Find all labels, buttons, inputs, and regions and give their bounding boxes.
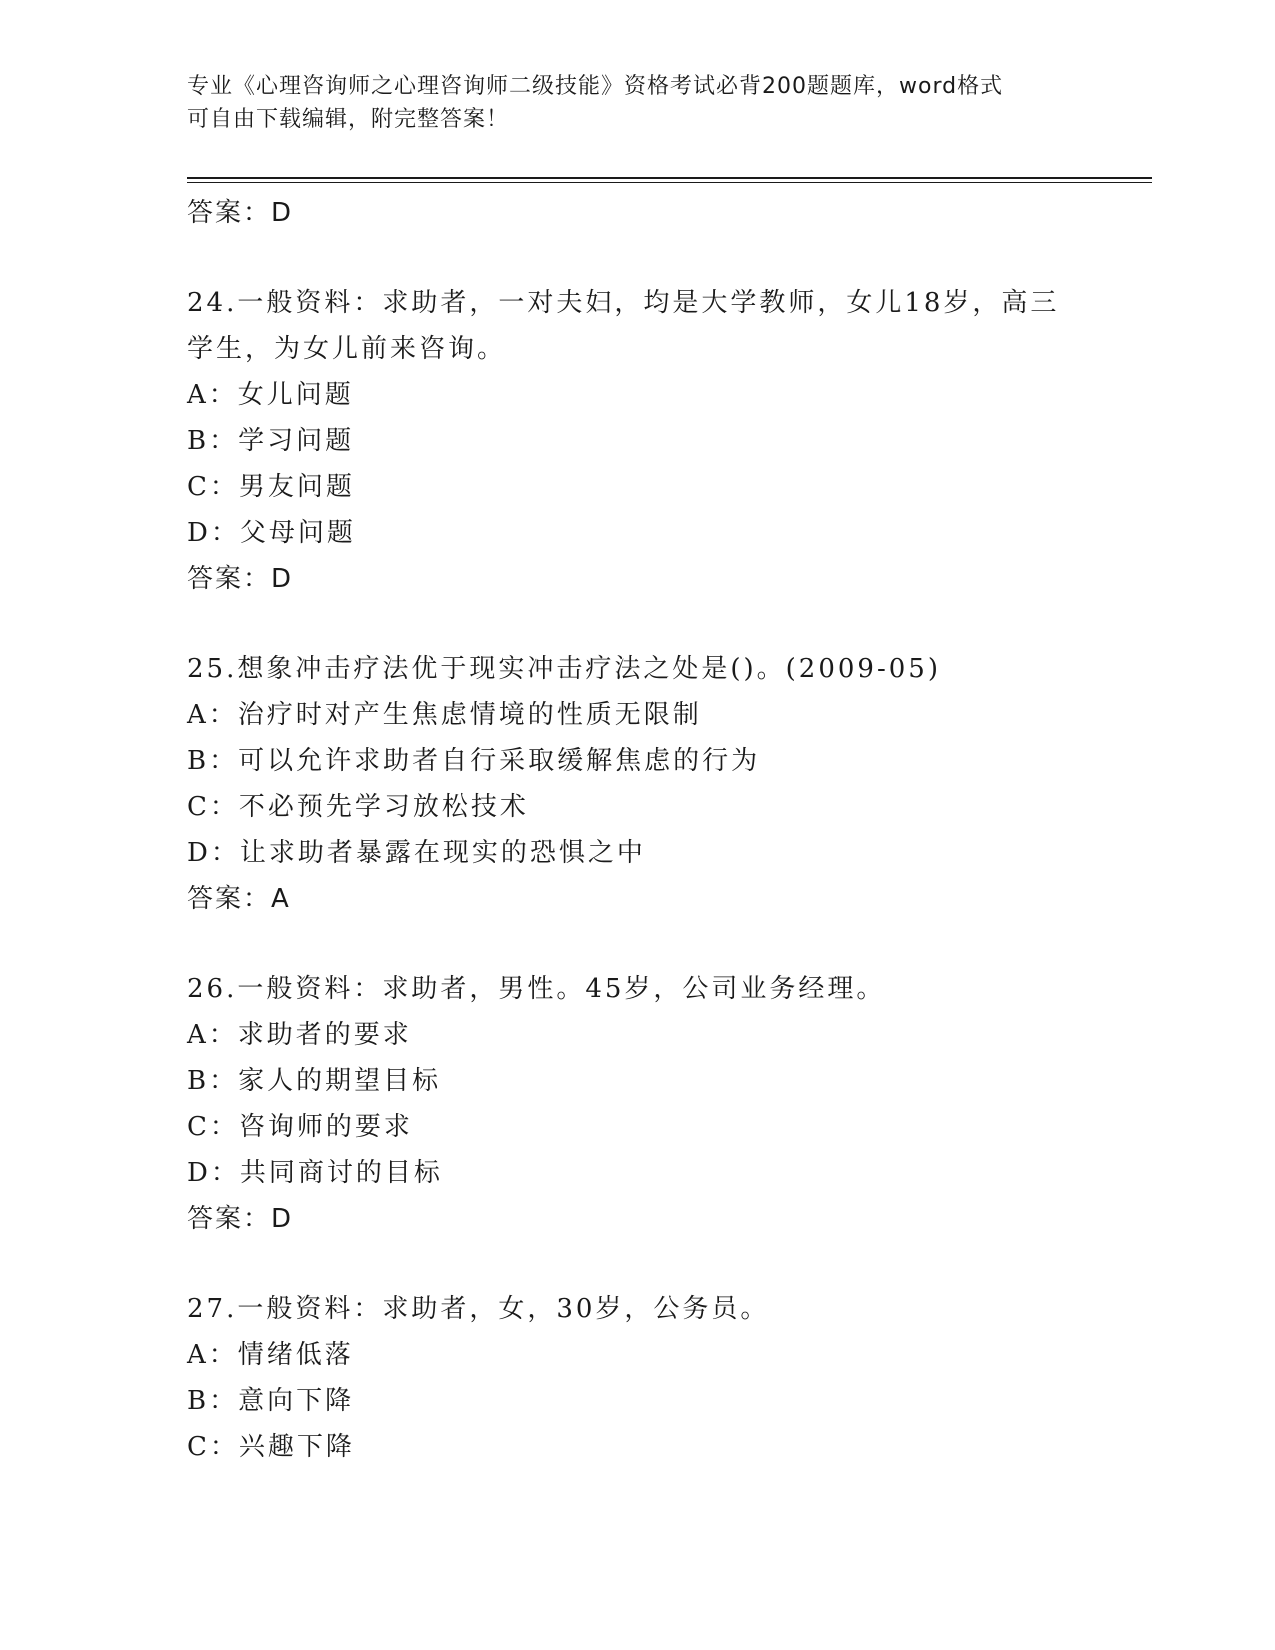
option-d: D：共同商讨的目标 (187, 1158, 443, 1188)
option-b: B：可以允许求助者自行采取缓解焦虑的行为 (187, 746, 761, 776)
option-d: D：父母问题 (187, 518, 356, 548)
answer-label: 答案：D (187, 1204, 294, 1234)
option-c: C：不必预先学习放松技术 (187, 792, 529, 822)
option-b: B：意向下降 (187, 1386, 355, 1416)
option-a: A：治疗时对产生焦虑情境的性质无限制 (187, 700, 702, 730)
spacer (187, 1242, 1152, 1286)
question-stem: 学生，为女儿前来咨询。 (187, 334, 507, 364)
question-stem: 24.一般资料：求助者，一对夫妇，均是大学教师，女儿18岁，高三 (187, 288, 1060, 318)
question-stem: 26.一般资料：求助者，男性。45岁，公司业务经理。 (187, 974, 886, 1004)
page-header (187, 70, 1067, 136)
header-rule-thin (187, 182, 1152, 183)
option-c: C：兴趣下降 (187, 1432, 355, 1462)
question-block (187, 646, 1152, 922)
question-stem: 27.一般资料：求助者，女，30岁，公务员。 (187, 1294, 770, 1324)
option-d: D：让求助者暴露在现实的恐惧之中 (187, 838, 646, 868)
question-block (187, 280, 1152, 602)
question-block (187, 1286, 1152, 1470)
header-rule-thick (187, 177, 1152, 179)
option-a: A：求助者的要求 (187, 1020, 412, 1050)
answer-label: 答案：D (187, 564, 294, 594)
option-b: B：家人的期望目标 (187, 1066, 442, 1096)
option-a: A：情绪低落 (187, 1340, 354, 1370)
answer-label: 答案：D (187, 198, 294, 228)
spacer (187, 602, 1152, 646)
option-b: B：学习问题 (187, 426, 355, 456)
question-stem: 25.想象冲击疗法优于现实冲击疗法之处是()。(2009-05) (187, 654, 941, 684)
document-body (187, 190, 1152, 1470)
question-block (187, 966, 1152, 1242)
option-c: C：咨询师的要求 (187, 1112, 413, 1142)
option-c: C：男友问题 (187, 472, 355, 502)
spacer (187, 922, 1152, 966)
header-line-1: 专业《心理咨询师之心理咨询师二级技能》资格考试必背200题题库，word格式 (187, 74, 1004, 99)
header-line-2: 可自由下载编辑，附完整答案！ (187, 107, 510, 132)
option-a: A：女儿问题 (187, 380, 354, 410)
spacer (187, 236, 1152, 280)
answer-label: 答案：A (187, 884, 291, 914)
